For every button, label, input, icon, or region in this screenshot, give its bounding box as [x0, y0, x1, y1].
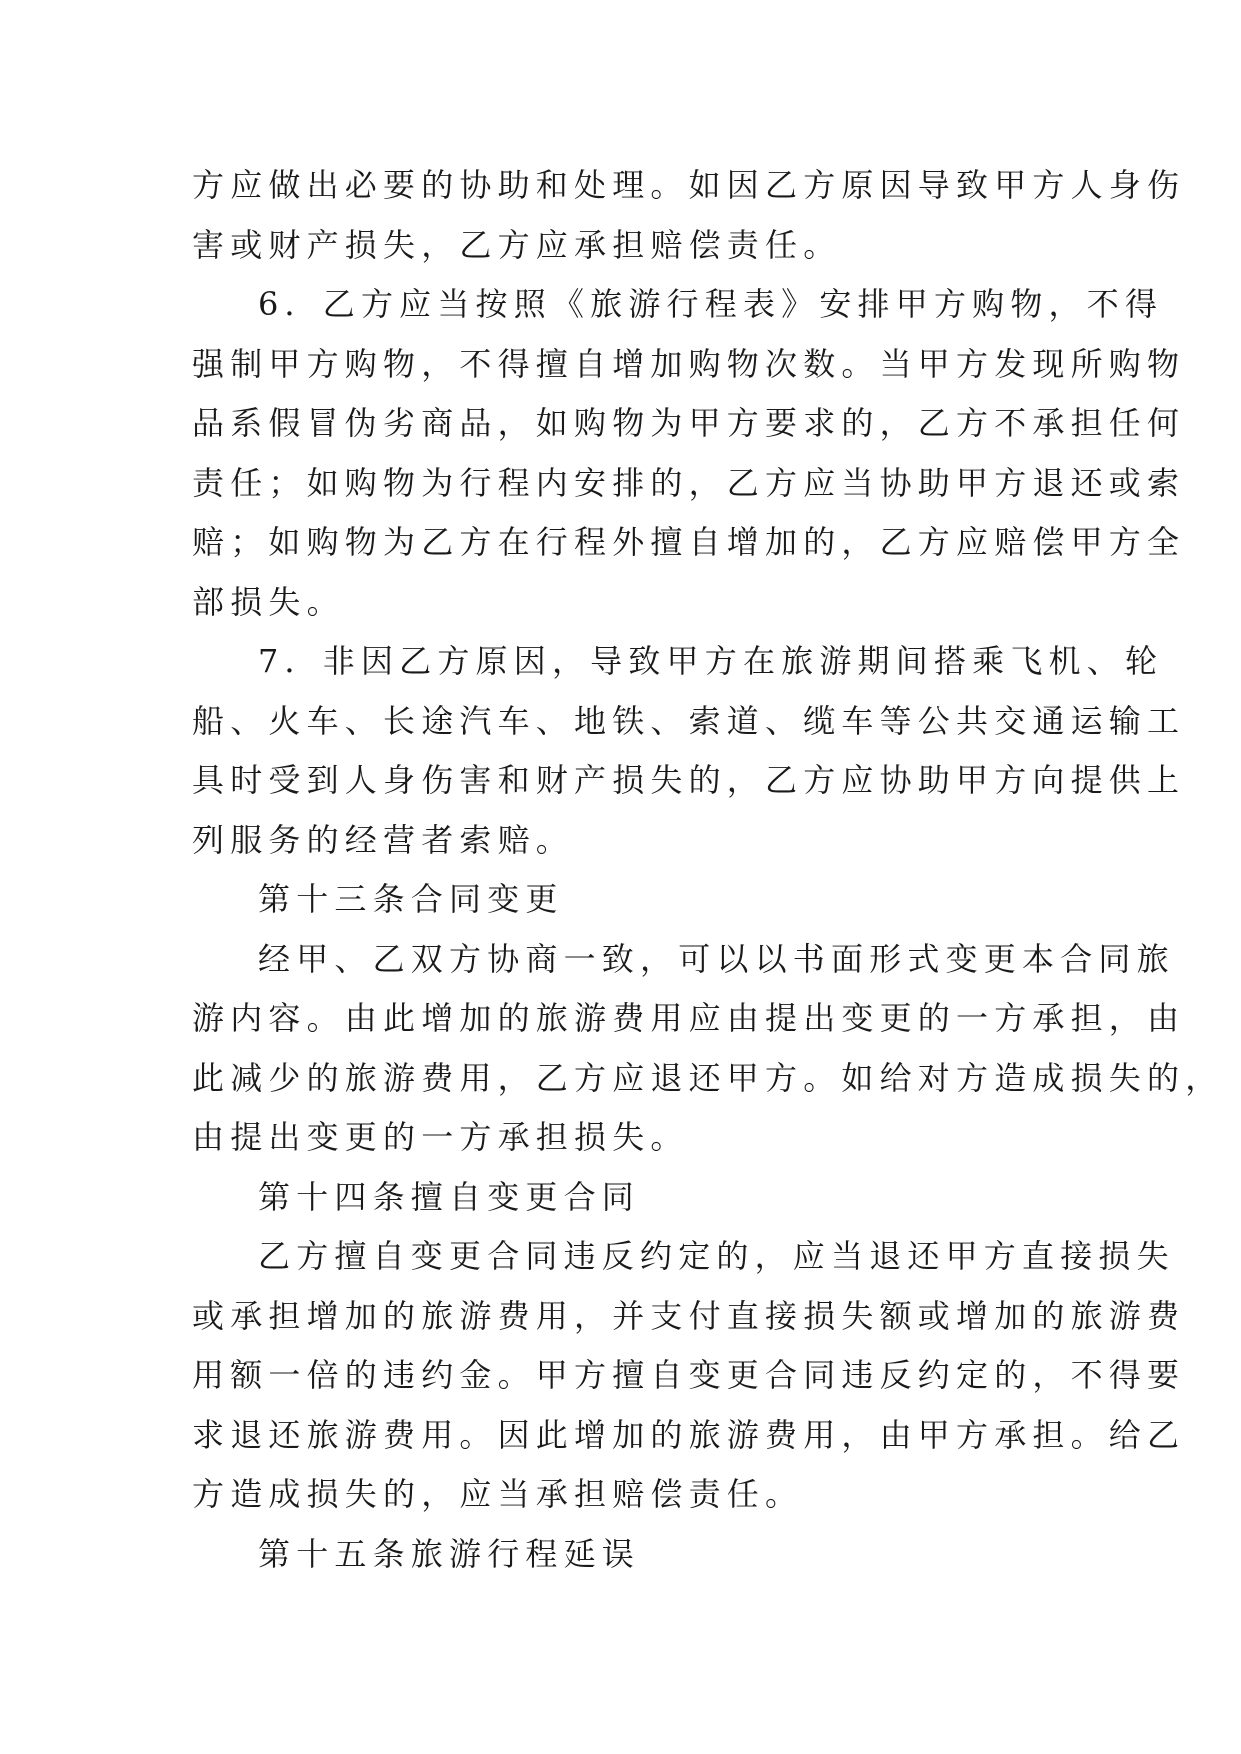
text-line: 船、火车、长途汽车、地铁、索道、缆车等公共交通运输工 — [192, 701, 1186, 740]
text-line: 列服务的经营者索赔。 — [192, 820, 575, 859]
text-line: 此减少的旅游费用，乙方应退还甲方。如给对方造成损失的， — [192, 1058, 1224, 1097]
heading-text: 第十三条合同变更 — [258, 880, 564, 918]
section-heading-13 — [192, 870, 1062, 930]
document-page — [192, 156, 1224, 1584]
section-heading-15 — [192, 1525, 1062, 1585]
text-line: 品系假冒伪劣商品，如购物为甲方要求的，乙方不承担任何 — [192, 404, 1186, 442]
text-line: 具时受到人身伤害和财产损失的，乙方应协助甲方向提供上 — [192, 761, 1186, 799]
text-line: 责任；如购物为行程内安排的，乙方应当协助甲方退还或索 — [192, 463, 1186, 502]
text-line: 6．乙方应当按照《旅游行程表》安排甲方购物，不得 — [258, 285, 1164, 323]
paragraph-section-13 — [192, 930, 1224, 1168]
paragraph-section-14 — [192, 1227, 1186, 1525]
text-line: 乙方擅自变更合同违反约定的，应当退还甲方直接损失 — [258, 1237, 1175, 1275]
text-line: 7．非因乙方原因，导致甲方在旅游期间搭乘飞机、轮 — [258, 642, 1164, 680]
text-line: 由提出变更的一方承担损失。 — [192, 1118, 689, 1156]
text-line: 经甲、乙双方协商一致，可以以书面形式变更本合同旅 — [258, 939, 1175, 978]
paragraph-item-6 — [192, 275, 1186, 632]
text-line: 部损失。 — [192, 582, 345, 621]
text-line: 方应做出必要的协助和处理。如因乙方原因导致甲方人身伤 — [192, 166, 1186, 204]
text-line: 用额一倍的违约金。甲方擅自变更合同违反约定的，不得要 — [192, 1356, 1186, 1394]
text-line: 害或财产损失，乙方应承担赔偿责任。 — [192, 225, 842, 264]
text-line: 强制甲方购物，不得擅自增加购物次数。当甲方发现所购物 — [192, 344, 1186, 383]
text-line: 或承担增加的旅游费用，并支付直接损失额或增加的旅游费 — [192, 1296, 1186, 1335]
section-heading-14 — [192, 1168, 1062, 1228]
heading-text: 第十五条旅游行程延误 — [258, 1534, 641, 1573]
text-line: 求退还旅游费用。因此增加的旅游费用，由甲方承担。给乙 — [192, 1415, 1186, 1454]
paragraph-continuation — [192, 156, 1186, 275]
heading-text: 第十四条擅自变更合同 — [258, 1177, 641, 1216]
paragraph-item-7 — [192, 632, 1186, 870]
text-line: 赔；如购物为乙方在行程外擅自增加的，乙方应赔偿甲方全 — [192, 523, 1186, 561]
text-line: 游内容。由此增加的旅游费用应由提出变更的一方承担，由 — [192, 999, 1186, 1037]
text-line: 方造成损失的，应当承担赔偿责任。 — [192, 1475, 804, 1513]
